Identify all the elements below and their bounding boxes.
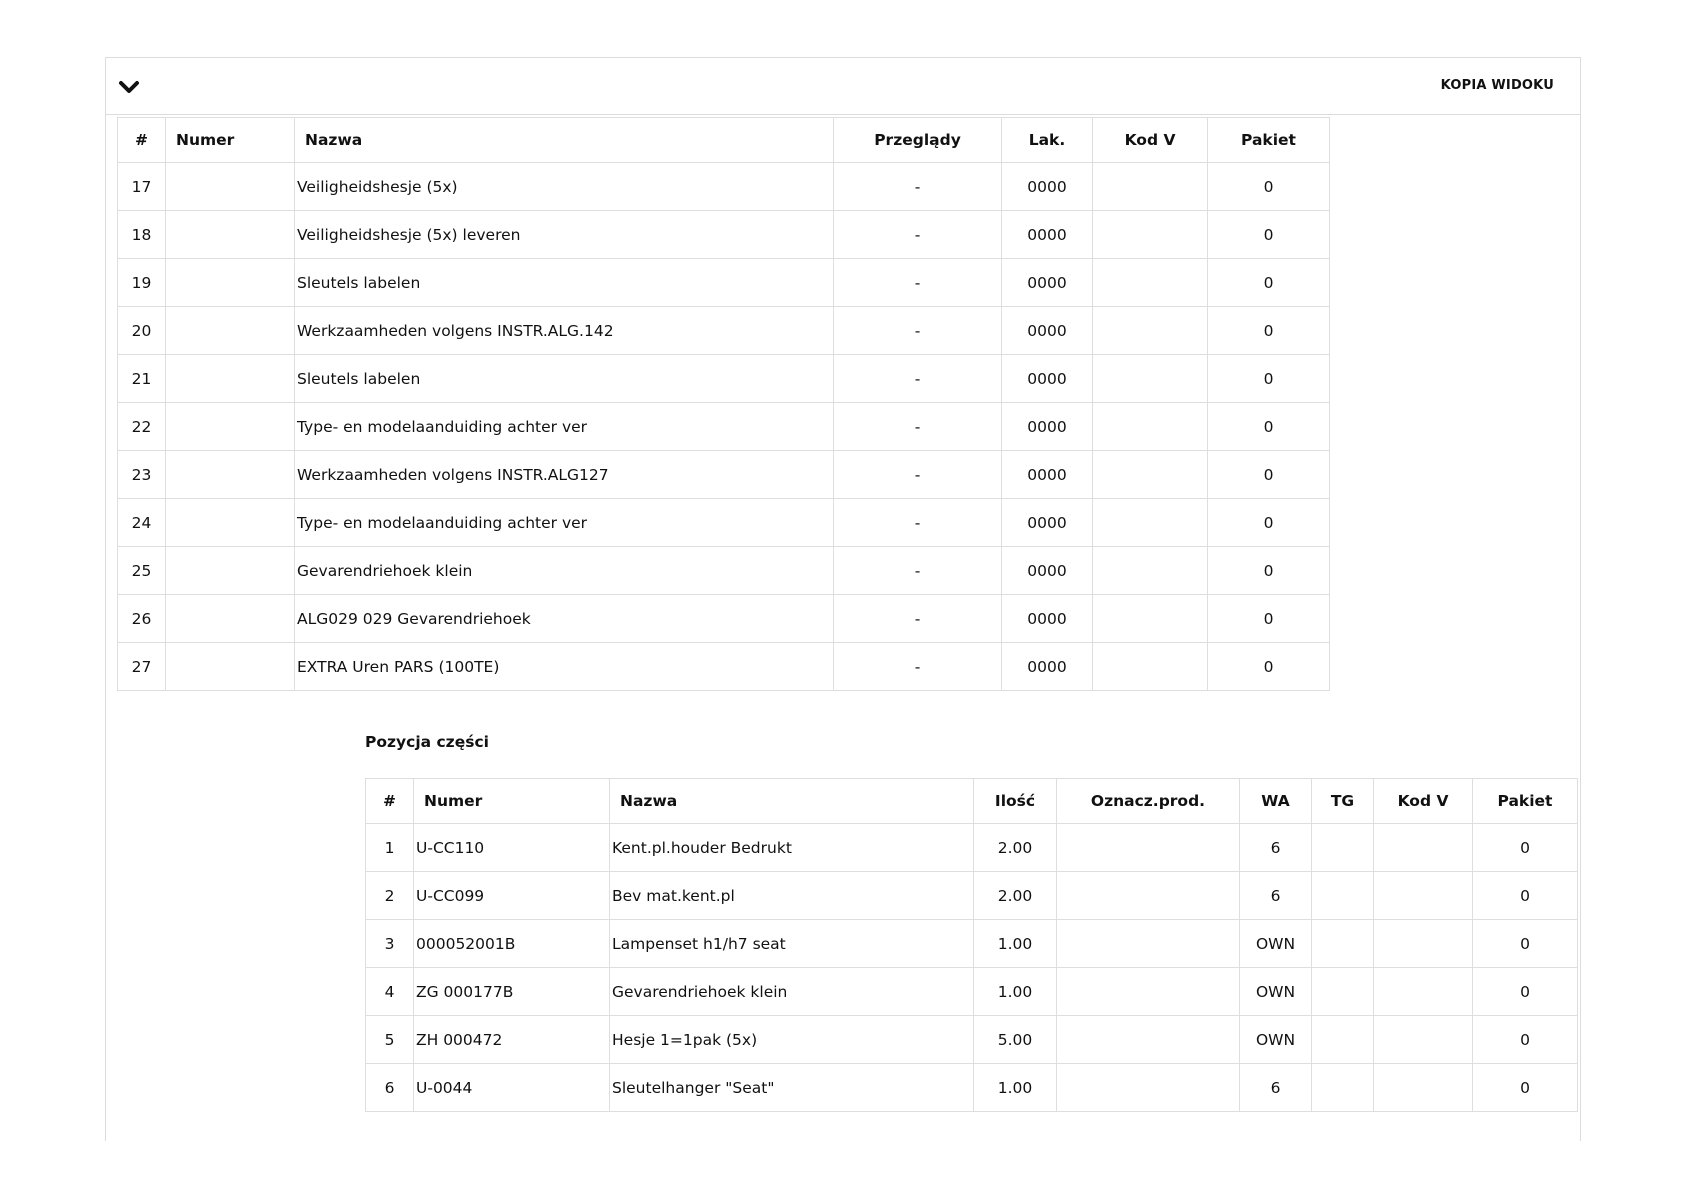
cell-wa: OWN xyxy=(1240,968,1312,1016)
cell-wa: OWN xyxy=(1240,1016,1312,1064)
cell-przeglady: - xyxy=(834,499,1002,547)
cell-numer: ZG 000177B xyxy=(414,968,610,1016)
cell-number: 1 xyxy=(366,824,414,872)
column-header-ilosc[interactable]: Ilość xyxy=(974,779,1057,824)
table-row[interactable] xyxy=(118,595,1330,643)
cell-numer xyxy=(166,595,295,643)
cell-pakiet: 0 xyxy=(1208,499,1330,547)
cell-numer xyxy=(166,307,295,355)
cell-kod-v xyxy=(1374,872,1473,920)
cell-lak: 0000 xyxy=(1002,451,1093,499)
cell-przeglady: - xyxy=(834,307,1002,355)
cell-nazwa: Gevarendriehoek klein xyxy=(610,968,974,1016)
cell-pakiet: 0 xyxy=(1473,872,1578,920)
cell-numer xyxy=(166,211,295,259)
table-row[interactable] xyxy=(366,920,1578,968)
cell-pakiet: 0 xyxy=(1208,307,1330,355)
cell-numer: U-CC110 xyxy=(414,824,610,872)
cell-nazwa: Sleutels labelen xyxy=(295,355,834,403)
cell-nazwa: EXTRA Uren PARS (100TE) xyxy=(295,643,834,691)
cell-numer: U-0044 xyxy=(414,1064,610,1112)
cell-pakiet: 0 xyxy=(1208,403,1330,451)
cell-nazwa: Gevarendriehoek klein xyxy=(295,547,834,595)
cell-pakiet: 0 xyxy=(1208,259,1330,307)
cell-number: 19 xyxy=(118,259,166,307)
cell-pakiet: 0 xyxy=(1208,595,1330,643)
cell-numer: 000052001B xyxy=(414,920,610,968)
cell-ilosc: 2.00 xyxy=(974,872,1057,920)
cell-number: 23 xyxy=(118,451,166,499)
cell-kod-v xyxy=(1374,1064,1473,1112)
cell-numer xyxy=(166,499,295,547)
cell-nazwa: Werkzaamheden volgens INSTR.ALG.142 xyxy=(295,307,834,355)
column-header-oznacz-prod[interactable]: Oznacz.prod. xyxy=(1057,779,1240,824)
cell-lak: 0000 xyxy=(1002,163,1093,211)
cell-kod-v xyxy=(1093,547,1208,595)
cell-number: 22 xyxy=(118,403,166,451)
table-row[interactable] xyxy=(118,163,1330,211)
cell-oznacz-prod xyxy=(1057,1064,1240,1112)
cell-pakiet: 0 xyxy=(1208,547,1330,595)
cell-lak: 0000 xyxy=(1002,355,1093,403)
table-row[interactable] xyxy=(118,211,1330,259)
cell-nazwa: Veiligheidshesje (5x) leveren xyxy=(295,211,834,259)
table-row[interactable] xyxy=(366,824,1578,872)
cell-ilosc: 1.00 xyxy=(974,1064,1057,1112)
cell-numer xyxy=(166,643,295,691)
column-header-nazwa[interactable]: Nazwa xyxy=(295,118,834,163)
cell-kod-v xyxy=(1093,499,1208,547)
cell-nazwa: Hesje 1=1pak (5x) xyxy=(610,1016,974,1064)
cell-nazwa: Type- en modelaanduiding achter ver xyxy=(295,499,834,547)
cell-numer: U-CC099 xyxy=(414,872,610,920)
cell-number: 27 xyxy=(118,643,166,691)
cell-kod-v xyxy=(1093,307,1208,355)
cell-nazwa: Type- en modelaanduiding achter ver xyxy=(295,403,834,451)
column-header-nazwa[interactable]: Nazwa xyxy=(610,779,974,824)
cell-number: 17 xyxy=(118,163,166,211)
cell-nazwa: Sleutels labelen xyxy=(295,259,834,307)
cell-nazwa: Werkzaamheden volgens INSTR.ALG127 xyxy=(295,451,834,499)
cell-wa: 6 xyxy=(1240,824,1312,872)
cell-number: 3 xyxy=(366,920,414,968)
table-row[interactable] xyxy=(366,872,1578,920)
cell-kod-v xyxy=(1093,211,1208,259)
cell-tg xyxy=(1312,968,1374,1016)
cell-pakiet: 0 xyxy=(1473,1064,1578,1112)
operations-table xyxy=(117,117,1330,691)
cell-nazwa: Sleutelhanger "Seat" xyxy=(610,1064,974,1112)
chevron-down-icon[interactable] xyxy=(118,78,140,96)
table-header-row xyxy=(118,118,1330,163)
cell-przeglady: - xyxy=(834,163,1002,211)
table-row[interactable] xyxy=(118,643,1330,691)
table-row[interactable] xyxy=(118,499,1330,547)
cell-ilosc: 1.00 xyxy=(974,968,1057,1016)
table-row[interactable] xyxy=(118,307,1330,355)
cell-tg xyxy=(1312,824,1374,872)
column-header-numer[interactable]: Numer xyxy=(166,118,295,163)
panel-header xyxy=(106,58,1580,115)
table-row[interactable] xyxy=(118,547,1330,595)
table-header-row xyxy=(366,779,1578,824)
cell-tg xyxy=(1312,872,1374,920)
column-header-przeglady[interactable]: Przeglądy xyxy=(834,118,1002,163)
cell-kod-v xyxy=(1093,643,1208,691)
cell-numer xyxy=(166,355,295,403)
cell-pakiet: 0 xyxy=(1473,920,1578,968)
cell-number: 26 xyxy=(118,595,166,643)
cell-nazwa: Lampenset h1/h7 seat xyxy=(610,920,974,968)
cell-lak: 0000 xyxy=(1002,595,1093,643)
cell-oznacz-prod xyxy=(1057,872,1240,920)
cell-przeglady: - xyxy=(834,211,1002,259)
cell-numer: ZH 000472 xyxy=(414,1016,610,1064)
cell-przeglady: - xyxy=(834,547,1002,595)
cell-kod-v xyxy=(1374,920,1473,968)
column-header-number[interactable]: # xyxy=(118,118,166,163)
cell-number: 6 xyxy=(366,1064,414,1112)
cell-numer xyxy=(166,451,295,499)
cell-pakiet: 0 xyxy=(1208,451,1330,499)
cell-numer xyxy=(166,547,295,595)
cell-przeglady: - xyxy=(834,595,1002,643)
cell-tg xyxy=(1312,920,1374,968)
cell-przeglady: - xyxy=(834,403,1002,451)
table-row[interactable] xyxy=(118,259,1330,307)
cell-wa: 6 xyxy=(1240,872,1312,920)
column-header-kod-v[interactable]: Kod V xyxy=(1093,118,1208,163)
table-row[interactable] xyxy=(366,968,1578,1016)
parts-table-body xyxy=(366,824,1578,1112)
cell-ilosc: 5.00 xyxy=(974,1016,1057,1064)
cell-kod-v xyxy=(1093,451,1208,499)
cell-oznacz-prod xyxy=(1057,968,1240,1016)
cell-kod-v xyxy=(1093,163,1208,211)
table-row[interactable] xyxy=(366,1016,1578,1064)
cell-lak: 0000 xyxy=(1002,259,1093,307)
parts-table xyxy=(365,778,1578,1112)
column-header-wa[interactable]: WA xyxy=(1240,779,1312,824)
cell-lak: 0000 xyxy=(1002,547,1093,595)
cell-wa: OWN xyxy=(1240,920,1312,968)
cell-ilosc: 2.00 xyxy=(974,824,1057,872)
column-header-pakiet[interactable]: Pakiet xyxy=(1208,118,1330,163)
parts-section-title: Pozycja części xyxy=(365,733,489,751)
cell-nazwa: ALG029 029 Gevarendriehoek xyxy=(295,595,834,643)
column-header-kod-v[interactable]: Kod V xyxy=(1374,779,1473,824)
cell-number: 25 xyxy=(118,547,166,595)
cell-lak: 0000 xyxy=(1002,307,1093,355)
column-header-numer[interactable]: Numer xyxy=(414,779,610,824)
cell-pakiet: 0 xyxy=(1473,1016,1578,1064)
cell-kod-v xyxy=(1093,595,1208,643)
cell-oznacz-prod xyxy=(1057,1016,1240,1064)
cell-lak: 0000 xyxy=(1002,499,1093,547)
operations-table-body xyxy=(118,163,1330,691)
cell-nazwa: Veiligheidshesje (5x) xyxy=(295,163,834,211)
cell-ilosc: 1.00 xyxy=(974,920,1057,968)
cell-kod-v xyxy=(1374,824,1473,872)
cell-number: 21 xyxy=(118,355,166,403)
cell-number: 4 xyxy=(366,968,414,1016)
cell-lak: 0000 xyxy=(1002,403,1093,451)
cell-kod-v xyxy=(1374,968,1473,1016)
cell-nazwa: Kent.pl.houder Bedrukt xyxy=(610,824,974,872)
column-header-tg[interactable]: TG xyxy=(1312,779,1374,824)
cell-numer xyxy=(166,403,295,451)
cell-pakiet: 0 xyxy=(1473,824,1578,872)
cell-przeglady: - xyxy=(834,643,1002,691)
cell-oznacz-prod xyxy=(1057,920,1240,968)
cell-wa: 6 xyxy=(1240,1064,1312,1112)
copy-view-button[interactable]: KOPIA WIDOKU xyxy=(1440,78,1554,93)
cell-number: 2 xyxy=(366,872,414,920)
table-row[interactable] xyxy=(366,1064,1578,1112)
cell-kod-v xyxy=(1374,1016,1473,1064)
cell-tg xyxy=(1312,1016,1374,1064)
cell-przeglady: - xyxy=(834,259,1002,307)
table-row[interactable] xyxy=(118,451,1330,499)
cell-pakiet: 0 xyxy=(1473,968,1578,1016)
cell-tg xyxy=(1312,1064,1374,1112)
column-header-number[interactable]: # xyxy=(366,779,414,824)
cell-kod-v xyxy=(1093,403,1208,451)
cell-kod-v xyxy=(1093,355,1208,403)
cell-kod-v xyxy=(1093,259,1208,307)
cell-nazwa: Bev mat.kent.pl xyxy=(610,872,974,920)
cell-lak: 0000 xyxy=(1002,643,1093,691)
table-row[interactable] xyxy=(118,355,1330,403)
column-header-pakiet[interactable]: Pakiet xyxy=(1473,779,1578,824)
cell-number: 5 xyxy=(366,1016,414,1064)
cell-numer xyxy=(166,163,295,211)
cell-pakiet: 0 xyxy=(1208,211,1330,259)
cell-pakiet: 0 xyxy=(1208,163,1330,211)
cell-pakiet: 0 xyxy=(1208,643,1330,691)
cell-oznacz-prod xyxy=(1057,824,1240,872)
cell-lak: 0000 xyxy=(1002,211,1093,259)
cell-number: 20 xyxy=(118,307,166,355)
column-header-lak[interactable]: Lak. xyxy=(1002,118,1093,163)
cell-number: 24 xyxy=(118,499,166,547)
table-row[interactable] xyxy=(118,403,1330,451)
cell-number: 18 xyxy=(118,211,166,259)
cell-przeglady: - xyxy=(834,451,1002,499)
cell-pakiet: 0 xyxy=(1208,355,1330,403)
cell-przeglady: - xyxy=(834,355,1002,403)
cell-numer xyxy=(166,259,295,307)
